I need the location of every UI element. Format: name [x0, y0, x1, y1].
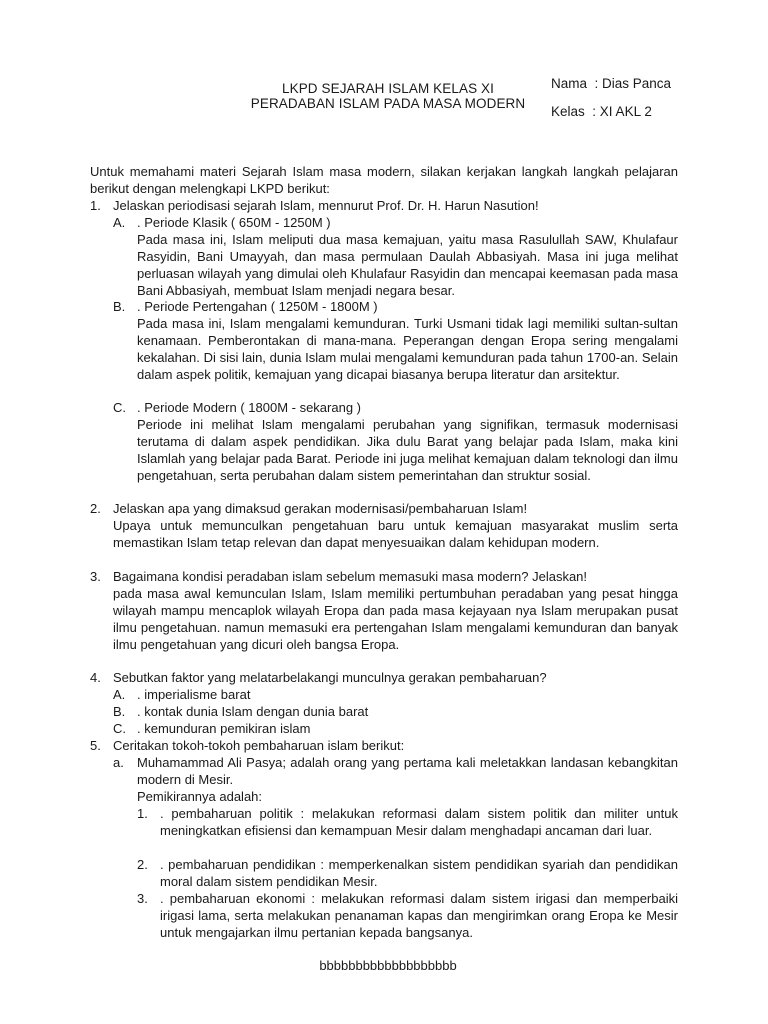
q2-answer: Upaya untuk memunculkan pengetahuan baru untuk kemajuan masyarakat muslim serta memastikan Islam tetap relevan dan dapat menyesuaikan dalam kehidupan modern. [113, 518, 678, 550]
q4-number: 4. [90, 670, 101, 685]
q1-item-b-letter: B. [113, 299, 126, 314]
q5-point-3-number: 3. [137, 891, 148, 906]
q4-item-c-text: . kemunduran pemikiran islam [137, 721, 311, 736]
q4-item-b-text: . kontak dunia Islam dengan dunia barat [137, 704, 369, 719]
footer-text: bbbbbbbbbbbbbbbbbbb [319, 958, 457, 973]
nama-label: Nama [551, 76, 588, 91]
q2-number: 2. [90, 501, 101, 516]
q4-item-b-letter: B. [113, 704, 126, 719]
q1-item-b-text: Pada masa ini, Islam mengalami kemunduran. Turki Usmani tidak lagi memiliki sultan-sultan kenamaan. Pemberontakan di mana-mana. Peperangan dengan Eropa sering mengalami kekalahan. Di sisi lain, dunia Islam mulai mengalami kemunduran pada tahun 1700-an. Selain dalam aspek politik, kemajuan yang dicapai biasanya berupa literatur dan arsitektur. [137, 316, 678, 382]
q5-pemikiran-label: Pemikirannya adalah: [137, 789, 263, 804]
q1-item-c-heading: . Periode Modern ( 1800M - sekarang ) [137, 400, 361, 415]
q5-question: Ceritakan tokoh-tokoh pembaharuan islam berikut: [113, 738, 405, 753]
q5-number: 5. [90, 738, 101, 753]
nama-row [551, 76, 671, 91]
q3-answer: pada masa awal kemunculan Islam, Islam memiliki pertumbuhan peradaban yang pesat hingga wilayah mampu mencaplok wilayah Eropa dan pada masa kejayaan nya Islam merupakan pusat ilmu pengetahuan. namun memasuki era pertengahan Islam mengalami kemunduran dan banyak ilmu pengetahuan yang dicuri oleh bangsa Eropa. [113, 586, 678, 652]
kelas-label: Kelas [551, 104, 585, 119]
q1-item-a-heading: . Periode Klasik ( 650M - 1250M ) [137, 215, 331, 230]
q4-item-a-letter: A. [113, 687, 126, 702]
q5-point-1-text: . pembaharuan politik : melakukan reformasi dalam sistem politik dan militer untuk meningkatkan efisiensi dan kemampuan Mesir dalam menghadapi ancaman dari luar. [160, 806, 678, 838]
q1-item-c-letter: C. [113, 400, 126, 415]
q2-question: Jelaskan apa yang dimaksud gerakan modernisasi/pembaharuan Islam! [113, 501, 528, 516]
q1-item-b-heading: . Periode Pertengahan ( 1250M - 1800M ) [137, 299, 378, 314]
q5-point-1-number: 1. [137, 806, 148, 821]
q4-item-c-letter: C. [113, 721, 126, 736]
q1-item-c-text: Periode ini melihat Islam mengalami perubahan yang signifikan, termasuk modernisasi terutama di dalam aspek pendidikan. Jika dulu Barat yang belajar pada Islam, maka kini Islamlah yang belajar pada Barat. Periode ini juga melihat kemajuan dalam teknologi dan ilmu pengetahuan, serta perubahan dalam sistem pemerintahan dan struktur sosial. [137, 417, 678, 483]
q1-item-a-letter: A. [113, 215, 126, 230]
q4-question: Sebutkan faktor yang melatarbelakangi munculnya gerakan pembaharuan? [113, 670, 547, 685]
q1-question: Jelaskan periodisasi sejarah Islam, mennurut Prof. Dr. H. Harun Nasution! [113, 198, 539, 213]
q4-item-a-text: . imperialisme barat [137, 687, 251, 702]
q5-point-2-number: 2. [137, 857, 148, 872]
q5-point-2-text: . pembaharuan pendidikan : memperkenalkan sistem pendidikan syariah dan pendidikan moral dalam sistem pendidikan Mesir. [160, 857, 678, 889]
kelas-value: : XI AKL 2 [592, 104, 652, 119]
q5-a-letter: a. [113, 755, 124, 770]
kelas-row [551, 104, 652, 119]
title-line-1: LKPD SEJARAH ISLAM KELAS XI [281, 81, 495, 96]
q3-number: 3. [90, 569, 101, 584]
q5-point-3-text: . pembaharuan ekonomi : melakukan reformasi dalam sistem irigasi dan memperbaiki irigasi lama, serta melakukan penanaman kapas dan mengirimkan orang Eropa ke Mesir untuk mengajarkan ilmu pertanian kepada bangsanya. [160, 891, 678, 940]
q1-item-a-text: Pada masa ini, Islam meliputi dua masa kemajuan, yaitu masa Rasulullah SAW, Khulafaur Rasyidin, Bani Umayyah, dan masa permulaan Daulah Abbasiyah. Masa ini juga melihat perluasan wilayah yang dimulai oleh Khulafaur Rasyidin dan mencapai keemasan pada masa Bani Abbasiyah, membuat Islam menjadi negara besar. [137, 232, 678, 298]
q1-number: 1. [90, 198, 101, 213]
q5-a-text: Muhamammad Ali Pasya; adalah orang yang pertama kali meletakkan landasan kebangkitan modern di Mesir. [137, 755, 678, 787]
nama-value: : Dias Panca [594, 76, 672, 91]
title-line-2: PERADABAN ISLAM PADA MASA MODERN [250, 96, 526, 111]
intro-paragraph: Untuk memahami materi Sejarah Islam masa modern, silakan kerjakan langkah langkah pelajaran berikut dengan melengkapi LKPD berikut: [90, 164, 678, 196]
q3-question: Bagaimana kondisi peradaban islam sebelum memasuki masa modern? Jelaskan! [113, 569, 588, 584]
